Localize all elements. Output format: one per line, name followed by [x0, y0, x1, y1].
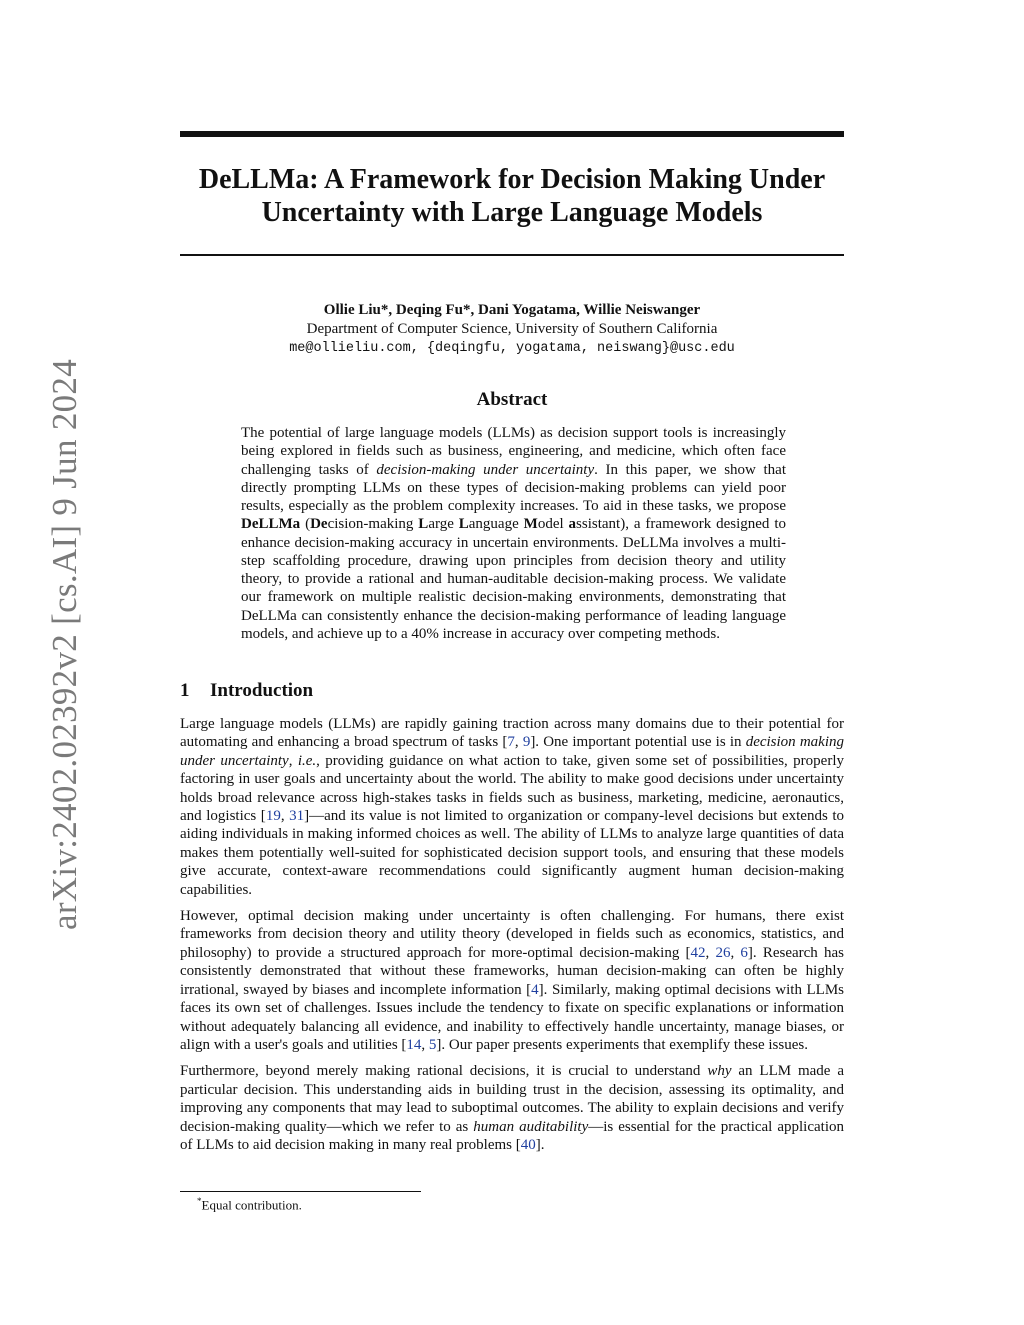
abstract-s3: , a framework designed to enhance decision-making accuracy in uncertain environments. DeLLMa involves a multi-step scaffolding procedure, drawing upon principles from decision theory and utility theory, to provide a rational and human-auditable decision-making process. We validate our framework on multiple realistic decision-making environments, demonstrating that DeLLMa can consistently enhance the decision-making performance of leading language models, and achieve up to a 40% increase in accuracy over competing methods. [241, 516, 786, 642]
abstract-s1: The potential of large language models (LLMs) as decision support tools is increasingly being explored in fields such as business, engineering, and medicine, which often face challenging tasks of [241, 425, 786, 478]
citation-sep: , [421, 1036, 429, 1053]
acronym-de-rest: cision-making [327, 516, 419, 533]
citation-link[interactable]: 26 [715, 944, 731, 961]
footnote [197, 1196, 302, 1213]
acronym-m: M [523, 516, 538, 533]
p1-text-e: ]—and its value is not limited to organization or company-level decisions but extends to aiding individuals in making informed choices as well. The ability of LLMs to analyze large quantities of data makes them potentially well-suited for sophisticated decision support tools, and ensuring that these models give accurate, context-aware recommendations could significantly augment human decision-making capabilities. [180, 808, 845, 898]
author-names: Ollie Liu*, Deqing Fu*, Dani Yogatama, Willie Neiswanger [323, 302, 701, 318]
section-number: 1 [180, 680, 190, 701]
citation-link[interactable]: 6 [740, 944, 748, 961]
title-rule-bottom [180, 254, 844, 256]
author-block [180, 301, 844, 358]
intro-paragraph-2 [180, 907, 844, 1054]
citation-link[interactable]: 7 [507, 734, 515, 751]
citation-sep: , [705, 944, 716, 961]
citation-link[interactable]: 42 [690, 944, 706, 961]
acronym-de: De [310, 516, 328, 533]
citation-link[interactable]: 19 [265, 808, 281, 825]
p2-text-d: ]. Our paper presents experiments that exemplify these issues. [436, 1036, 808, 1053]
p1-emphasis-1: decision making under uncertainty [180, 734, 844, 769]
section-heading-introduction [180, 680, 313, 702]
citation-link[interactable]: 40 [520, 1136, 536, 1153]
title-rule-top [180, 131, 844, 137]
p1-text-d: , providing guidance on what action to take, given some set of possibilities, properly factoring in user goals and uncertainty about the world. The ability to make good decisions under uncertainty holds broad relevance across high-stakes tasks in fields such as business, marketing, medicine, aeronautics, and logistics [ [180, 752, 844, 825]
p3-text-a: Furthermore, beyond merely making rational decisions, it is crucial to understand [180, 1063, 708, 1080]
citation-sep: , [280, 808, 290, 825]
section-title: Introduction [210, 680, 314, 701]
p1-text-c: , [288, 752, 298, 769]
p3-text-b: an LLM made a particular decision. This understanding aids in building trust in the decision, assessing its optimality, and improving any components that may lead to suboptimal outcomes. The ability to explain decisions and verify decision-making quality—which we refer to as [180, 1063, 844, 1135]
abstract-text [241, 424, 786, 643]
p3-text-c: —is essential for the practical application of LLMs to aid decision making in many real problems [ [180, 1118, 844, 1153]
citation-sep: , [514, 734, 523, 751]
arxiv-identifier: arXiv:2402.02392v2 [cs.AI] 9 Jun 2024 [45, 358, 84, 930]
introduction-body [180, 715, 844, 1162]
footnote-mark: * [197, 1196, 202, 1206]
p3-emphasis-2: human auditability [473, 1118, 589, 1135]
acronym-l2-rest: anguage [468, 516, 524, 533]
p1-text-b: ]. One important potential use is in [530, 734, 746, 751]
p3-emphasis-1: why [707, 1063, 732, 1080]
citation-link[interactable]: 14 [406, 1036, 422, 1053]
acronym-m-rest: odel [537, 516, 569, 533]
citation-link[interactable]: 5 [428, 1036, 437, 1053]
title-line-2: Uncertainty with Large Language Models [261, 197, 763, 228]
abstract-heading: Abstract [476, 389, 548, 410]
acronym-a: a [568, 516, 577, 533]
p2-text-c: ]. Similarly, making optimal decisions with LLMs faces its own set of challenges. Issues include the tendency to fixate on specific explanations or information without adequately balancing all evidence, and inability to effectively handle uncertainty, manage biases, or align with a user's goals and utilities [ [180, 981, 844, 1053]
abstract-emphasis: decision-making under uncertainty [376, 461, 595, 478]
author-affiliation: Department of Computer Science, University of Southern California [306, 321, 718, 337]
author-emails: me@ollieliu.com, {deqingfu, yogatama, neiswang}@usc.edu [289, 341, 735, 356]
footnote-rule [180, 1191, 421, 1192]
p2-text-b: ]. Research has consistently demonstrated that without these frameworks, human decision-making can often be highly irrational, swayed by biases and incomplete information [ [180, 944, 844, 998]
abstract-method-name: DeLLMa [241, 516, 301, 533]
paper-title [180, 163, 844, 229]
p1-emphasis-2: i.e. [297, 752, 317, 769]
footnote-text: Equal contribution. [201, 1197, 302, 1213]
citation-link[interactable]: 4 [531, 981, 539, 998]
intro-paragraph-3 [180, 1062, 844, 1154]
acronym-l2: L [458, 516, 469, 533]
p2-text-a: However, optimal decision making under uncertainty is often challenging. For humans, there exist frameworks from decision theory and utility theory (developed in fields such as economics, statistics, and philosophy) to provide a structured approach for more-optimal decision-making [ [180, 908, 844, 961]
acronym-a-rest: ssistant) [576, 516, 626, 533]
abstract-s2: . In this paper, we show that directly prompting LLMs on these types of decision-making problems can yield poor results, especially as the problem complexity increases. To aid in these tasks, we propose [241, 461, 786, 514]
citation-link[interactable]: 31 [289, 808, 305, 825]
acronym-l1-rest: arge [428, 516, 459, 533]
citation-link[interactable]: 9 [522, 734, 531, 751]
intro-paragraph-1 [180, 715, 844, 899]
title-line-1: DeLLMa: A Framework for Decision Making Under [198, 164, 826, 195]
citation-sep: , [730, 944, 741, 961]
p3-text-d: ]. [535, 1136, 545, 1153]
p1-text-a: Large language models (LLMs) are rapidly gaining traction across many domains due to their potential for automating and enhancing a broad spectrum of tasks [ [180, 716, 844, 751]
acronym-l1: L [418, 516, 429, 533]
abstract-paren: ( [300, 516, 311, 533]
